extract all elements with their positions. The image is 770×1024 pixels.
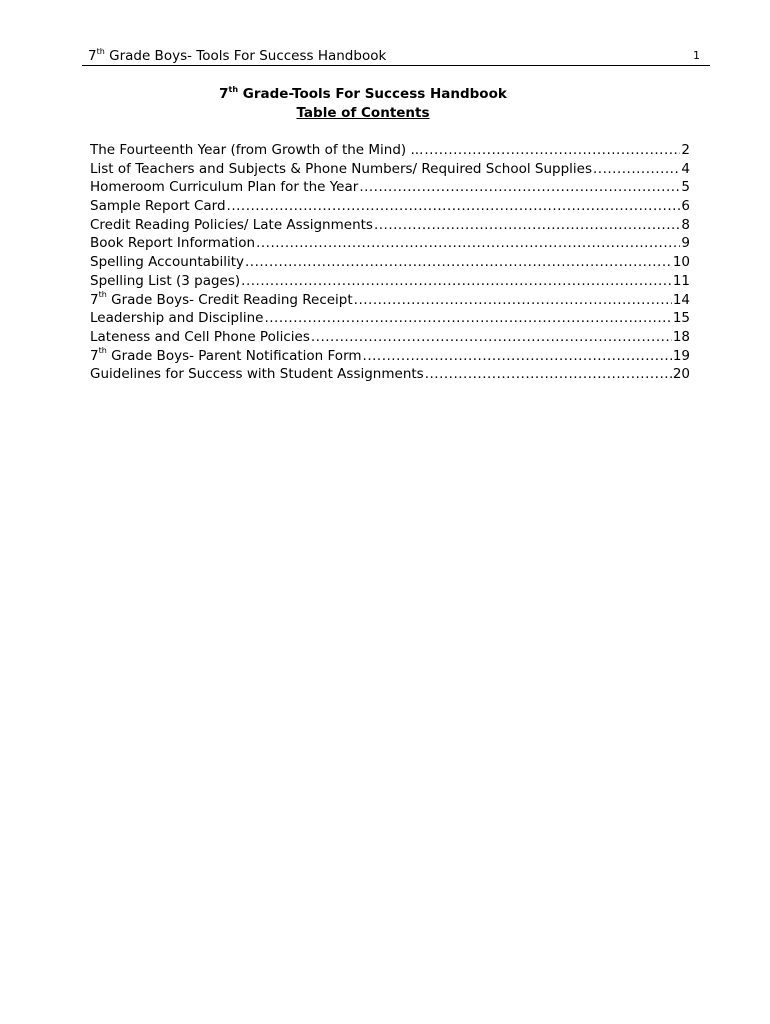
toc-entry-label-text: Leadership and Discipline xyxy=(90,310,264,327)
toc-dot-leader xyxy=(425,365,672,384)
toc-entry-label xyxy=(90,234,255,253)
toc-heading: Table of Contents xyxy=(296,105,430,121)
toc-entry-label-text: Guidelines for Success with Student Assignments xyxy=(90,366,424,383)
toc-entry-label xyxy=(90,309,263,328)
toc-entry-label-text: Grade Boys- Credit Reading Receipt xyxy=(106,291,353,308)
toc-dot-leader xyxy=(241,272,672,291)
toc-entry-page: 9 xyxy=(681,235,690,252)
toc-entry-page: 6 xyxy=(681,198,690,215)
toc-dot-leader xyxy=(227,197,681,216)
toc-entry-label-text: Homeroom Curriculum Plan for the Year xyxy=(90,179,359,196)
toc-entry xyxy=(90,328,690,347)
toc-dot-leader xyxy=(363,347,672,366)
toc-dot-leader xyxy=(593,160,680,179)
toc-dot-leader xyxy=(311,328,672,347)
toc-entry xyxy=(90,309,690,328)
toc-dot-leader xyxy=(256,234,680,253)
toc-entry-page: 19 xyxy=(672,347,690,364)
toc-entry-label xyxy=(90,253,244,272)
toc-entry-label-sup: th xyxy=(98,346,107,356)
table-of-contents xyxy=(90,141,690,384)
toc-entry-page: 2 xyxy=(681,142,690,158)
toc-entry-page: 5 xyxy=(681,179,690,196)
toc-dot-leader xyxy=(374,216,680,235)
toc-entry-label-text: Book Report Information xyxy=(90,235,256,252)
toc-entry-page: 8 xyxy=(681,216,690,233)
toc-entry-label xyxy=(90,272,240,291)
toc-entry-label-text: Lateness and Cell Phone Policies xyxy=(90,328,310,345)
toc-entry-label-text: Grade Boys- Parent Notification Form xyxy=(106,347,362,364)
toc-entry-label xyxy=(90,178,358,197)
toc-entry xyxy=(90,216,690,235)
toc-entry-label xyxy=(90,328,310,347)
toc-entry-label xyxy=(90,216,373,235)
running-header-title xyxy=(88,47,386,65)
toc-entry xyxy=(90,365,690,384)
toc-entry xyxy=(90,291,690,310)
running-header-title-text: Grade Boys- Tools For Success Handbook xyxy=(104,48,387,64)
toc-entry-page: 20 xyxy=(672,366,690,383)
toc-entry-label-num: 7 xyxy=(90,347,99,364)
toc-entry xyxy=(90,253,690,272)
toc-entry-label-text: Spelling List (3 pages) xyxy=(90,272,241,289)
toc-entry-label xyxy=(90,347,362,366)
toc-entry xyxy=(90,160,690,179)
document-title-text: Grade-Tools For Success Handbook xyxy=(238,86,507,102)
toc-entry-label xyxy=(90,291,353,310)
running-header-grade-num: 7 xyxy=(88,48,97,64)
toc-entry xyxy=(90,141,690,160)
toc-dot-leader xyxy=(354,291,672,310)
toc-entry-page: 15 xyxy=(672,310,690,327)
toc-entry xyxy=(90,234,690,253)
toc-entry xyxy=(90,197,690,216)
toc-entry-page: 10 xyxy=(672,254,690,271)
toc-entry xyxy=(90,347,690,366)
toc-dot-leader xyxy=(359,178,680,197)
toc-entry-label-text: Spelling Accountability xyxy=(90,254,244,271)
toc-entry xyxy=(90,272,690,291)
toc-entry-page: 18 xyxy=(672,328,690,345)
document-title-sup: th xyxy=(228,84,239,94)
toc-entry-label-text: Credit Reading Policies/ Late Assignments xyxy=(90,216,373,233)
toc-entry-label xyxy=(90,197,226,216)
toc-entry-label-num: 7 xyxy=(90,291,99,308)
toc-entry-label-sup: th xyxy=(98,290,107,299)
toc-entry-label xyxy=(90,160,592,179)
page-number: 1 xyxy=(693,49,700,62)
toc-entry xyxy=(90,178,690,197)
toc-entry-label-text: The Fourteenth Year (from Growth of the Mind) ... xyxy=(90,142,424,158)
running-header xyxy=(82,47,710,66)
toc-dot-leader xyxy=(264,309,671,328)
running-header-grade-sup: th xyxy=(96,46,105,56)
toc-entry-label xyxy=(90,141,423,160)
toc-entry-page: 4 xyxy=(681,160,690,177)
toc-entry-page: 11 xyxy=(672,272,690,289)
document-title xyxy=(0,84,726,104)
toc-entry-page: 14 xyxy=(672,291,690,308)
document-title-num: 7 xyxy=(219,86,229,102)
toc-entry-label-text: List of Teachers and Subjects & Phone Numbers/ Required School Supplies xyxy=(90,160,592,177)
toc-entry-label-text: Sample Report Card xyxy=(90,198,226,215)
toc-dot-leader xyxy=(245,253,672,272)
toc-entry-label xyxy=(90,365,424,384)
toc-dot-leader xyxy=(424,141,680,160)
